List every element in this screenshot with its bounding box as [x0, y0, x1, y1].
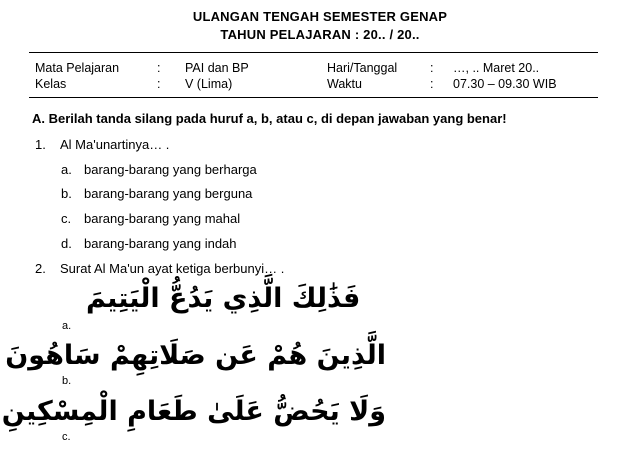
date-colon: : [430, 61, 434, 75]
option-arabic-text[interactable]: وَلَا يَحُضُّ عَلَىٰ طَعَامِ الْمِسْكِينِ [1, 396, 386, 427]
time-label: Waktu [327, 77, 362, 91]
class-colon: : [157, 77, 161, 91]
time-value: 07.30 – 09.30 WIB [453, 77, 557, 91]
bottom-divider [29, 97, 598, 98]
question-number: 2. [35, 261, 46, 276]
option-text[interactable]: barang-barang yang mahal [84, 211, 241, 226]
question-number: 1. [35, 137, 46, 152]
section-a-instruction: A. Berilah tanda silang pada huruf a, b, atau c, di depan jawaban yang benar! [32, 111, 507, 126]
top-divider [29, 52, 598, 53]
option-letter[interactable]: d. [61, 236, 72, 251]
subject-label: Mata Pelajaran [35, 61, 120, 75]
subject-colon: : [157, 61, 161, 75]
option-arabic-text[interactable]: الَّذِينَ هُمْ عَن صَلَاتِهِمْ سَاهُونَ [5, 340, 386, 371]
question-text: Surat Al Ma'un ayat ketiga berbunyi… . [60, 261, 285, 276]
question-text: Al Ma'unartinya… . [60, 137, 170, 152]
option-text[interactable]: barang-barang yang indah [84, 236, 237, 251]
time-colon: : [430, 77, 434, 91]
option-letter[interactable]: a. [61, 162, 72, 177]
class-value: V (Lima) [185, 77, 233, 91]
class-label: Kelas [35, 77, 67, 91]
option-letter[interactable]: b. [61, 186, 72, 201]
option-arabic-text[interactable]: فَذَٰلِكَ الَّذِي يَدُعُّ الْيَتِيمَ [86, 283, 361, 314]
subject-value: PAI dan BP [185, 61, 249, 75]
option-letter[interactable]: a. [62, 320, 72, 332]
date-value: …, .. Maret 20.. [453, 61, 540, 75]
option-text[interactable]: barang-barang yang berharga [84, 162, 257, 177]
academic-year: TAHUN PELAJARAN : 20.. / 20.. [220, 27, 420, 42]
exam-title: ULANGAN TENGAH SEMESTER GENAP [192, 9, 448, 24]
option-letter[interactable]: c. [62, 431, 71, 443]
option-text[interactable]: barang-barang yang berguna [84, 186, 253, 201]
option-letter[interactable]: c. [61, 211, 72, 226]
option-letter[interactable]: b. [62, 375, 72, 387]
date-label: Hari/Tanggal [327, 61, 398, 75]
